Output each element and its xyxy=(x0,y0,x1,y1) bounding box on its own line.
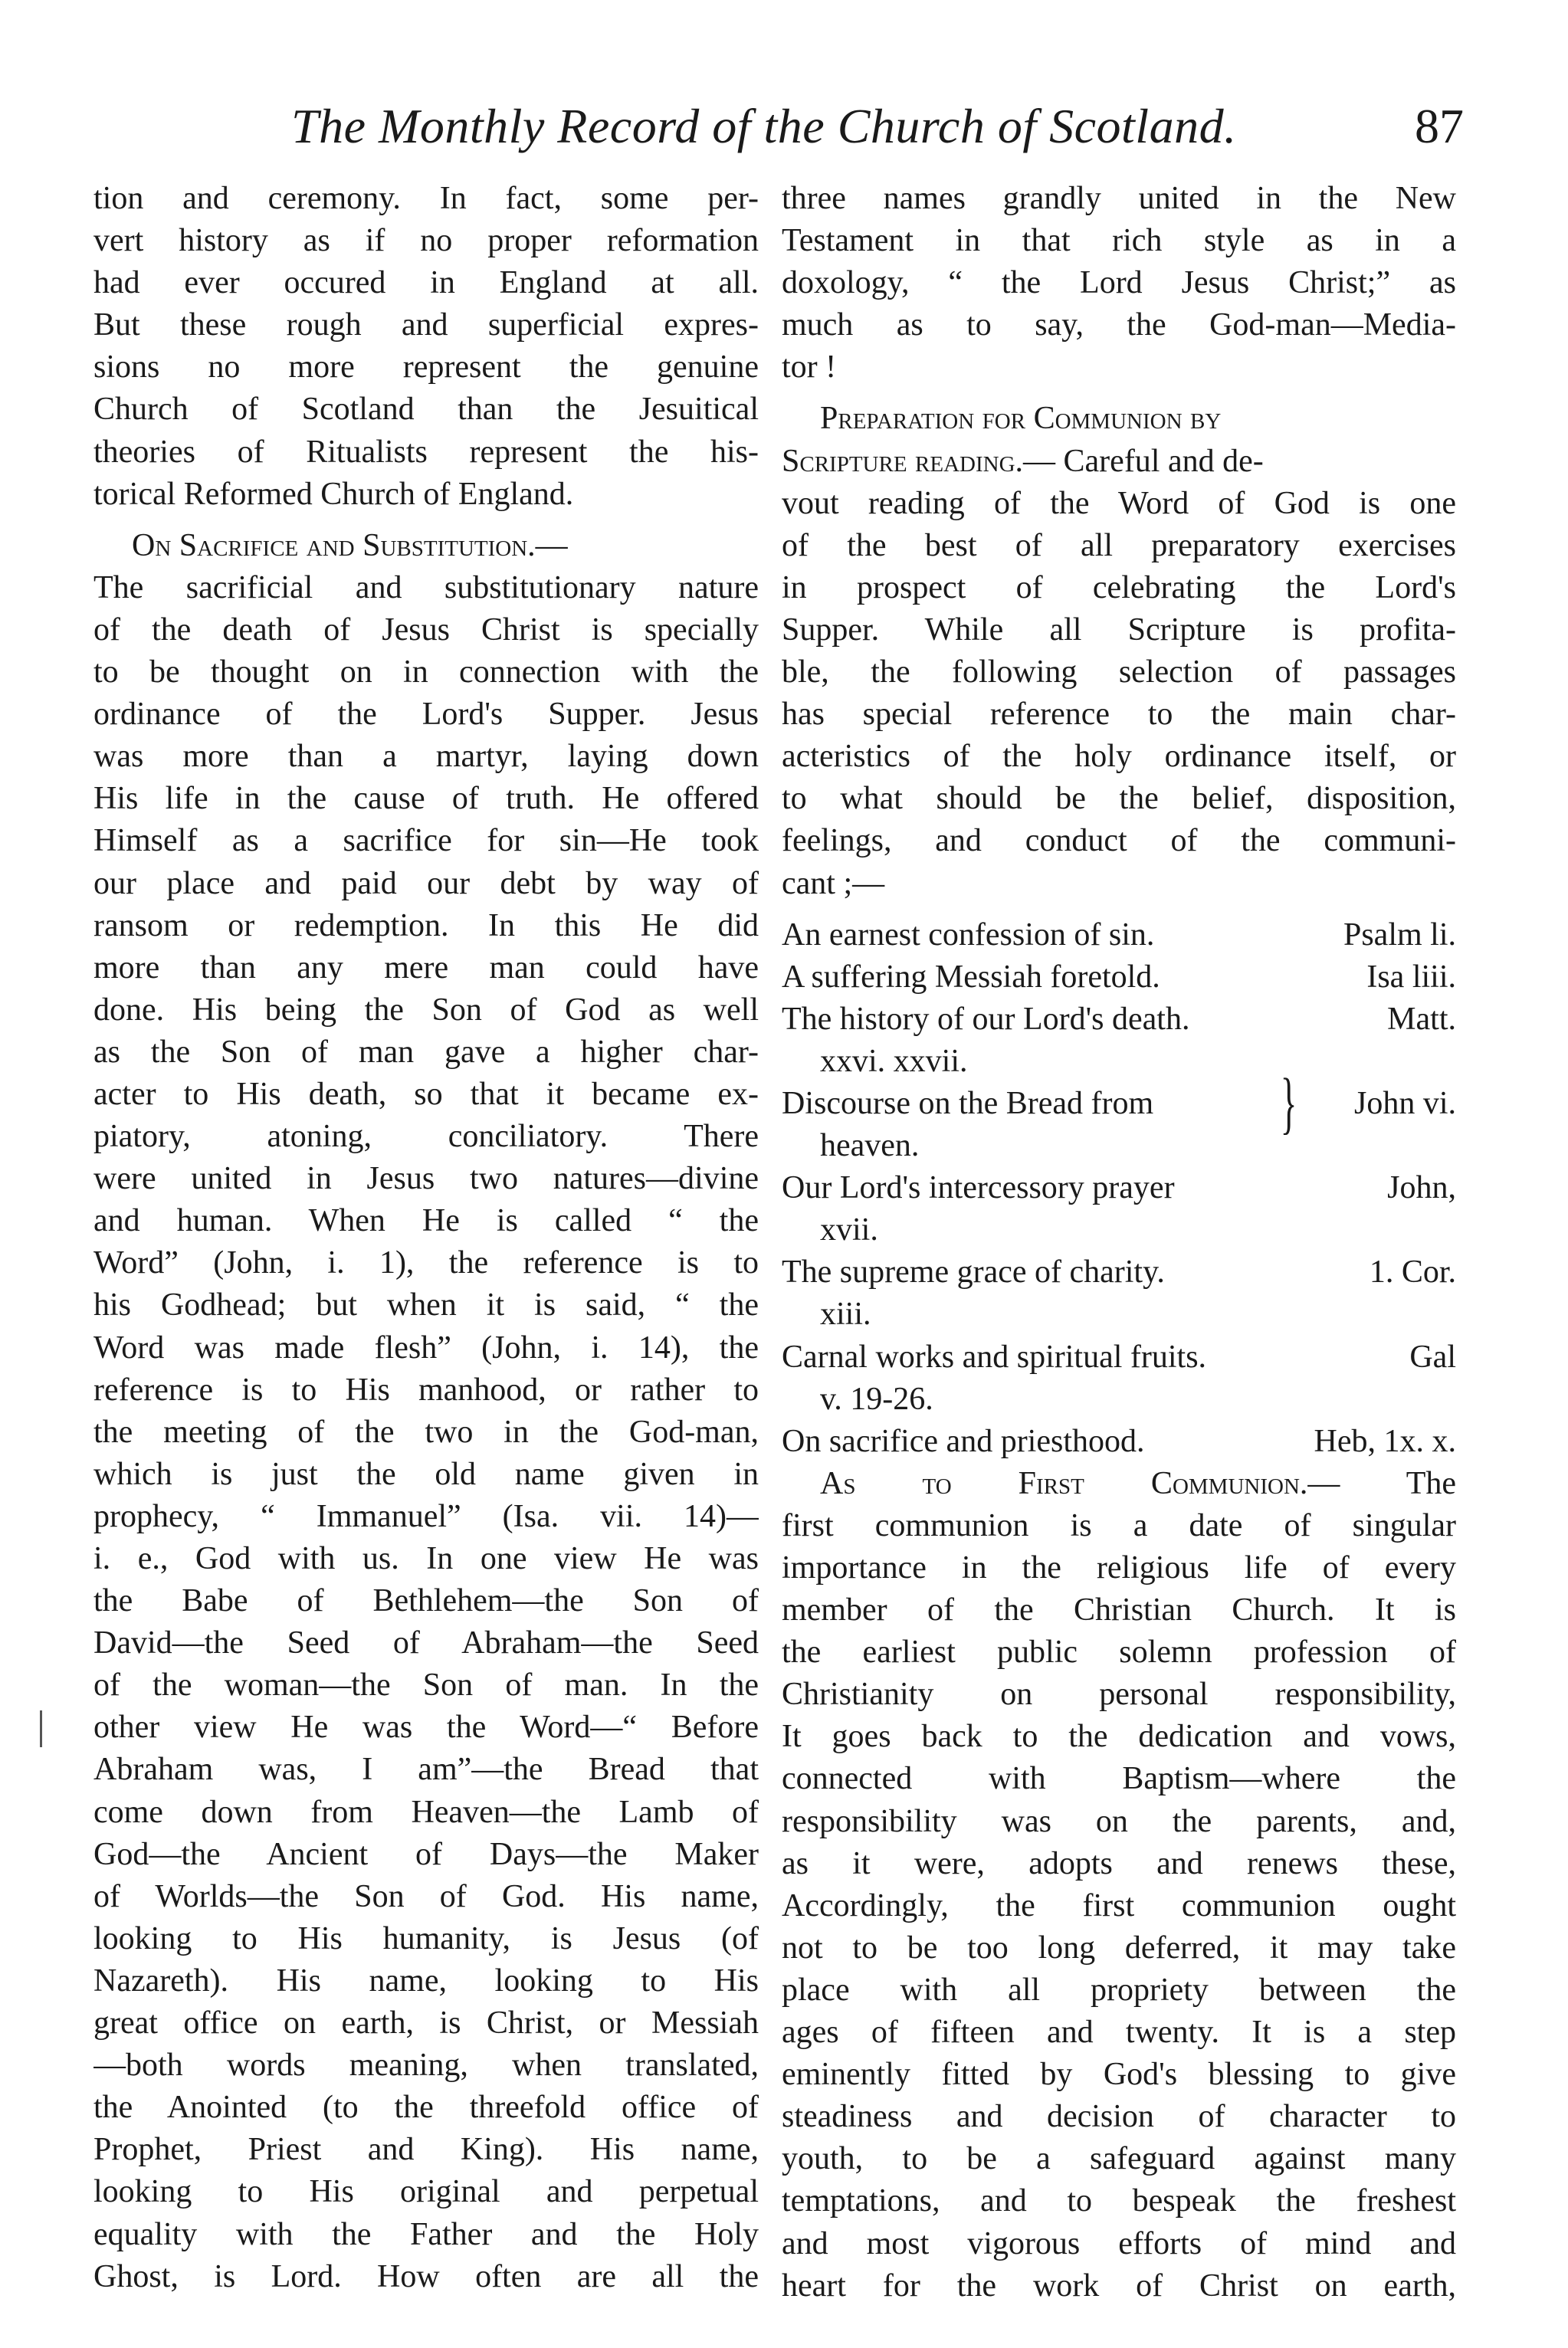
text-line: vout reading of the Word of God is one xyxy=(782,485,1456,521)
text-line: Himself as a sacrifice for sin—He took xyxy=(93,823,759,859)
text-line: eminently fitted by God's blessing to give xyxy=(782,2057,1456,2093)
reading-reference: Matt. xyxy=(1387,1001,1456,1037)
brace-glyph: } xyxy=(1280,1065,1297,1142)
section-sacrifice-and-substitution xyxy=(93,525,759,2298)
text-line: God—the Ancient of Days—the Maker xyxy=(93,1836,759,1872)
reading-continuation xyxy=(782,1294,1456,1336)
text-line: the Anointed (to the threefold office of xyxy=(93,2090,759,2126)
reading-text: The history of our Lord's death. xyxy=(782,1001,1190,1037)
text-line: looking to His original and perpetual xyxy=(93,2174,759,2210)
left-column xyxy=(93,178,759,2298)
text-line: temptations, and to bespeak the freshest xyxy=(782,2183,1456,2219)
text-line: Testament in that rich style as in a xyxy=(782,223,1456,259)
text-line: his Godhead; but when it is said, “ the xyxy=(93,1287,759,1323)
text-line: ransom or redemption. In this He did xyxy=(93,907,759,943)
text-line: prophecy, “ Immanuel” (Isa. vii. 14)— xyxy=(93,1498,759,1534)
text-fragment: Careful and de- xyxy=(1063,443,1264,479)
text-line: not to be too long deferred, it may take xyxy=(782,1930,1456,1966)
page-header xyxy=(115,98,1464,172)
heading-line xyxy=(782,441,1456,483)
reading-text: Carnal works and spiritual fruits. xyxy=(782,1339,1207,1375)
reading-item xyxy=(782,999,1456,1041)
reading-text: The supreme grace of charity. xyxy=(782,1254,1165,1290)
text-line: looking to His humanity, is Jesus (of xyxy=(93,1920,759,1956)
page-number: 87 xyxy=(1415,99,1464,153)
text-line: steadiness and decision of character to xyxy=(782,2099,1456,2135)
text-line: Nazareth). His name, looking to His xyxy=(93,1963,759,1999)
reading-item xyxy=(782,1251,1456,1294)
text-line: to be thought on in connection with the xyxy=(93,654,759,690)
reading-item xyxy=(782,1421,1456,1463)
text-line: and most vigorous efforts of mind and xyxy=(782,2225,1456,2261)
reading-continuation xyxy=(782,1379,1456,1421)
text-line: Church of Scotland than the Jesuitical xyxy=(93,392,759,428)
margin-mark xyxy=(40,1710,42,1747)
text-line: feelings, and conduct of the communi- xyxy=(782,823,1456,859)
reading-item xyxy=(782,914,1456,956)
text-line: of the best of all preparatory exercises xyxy=(782,527,1456,563)
text-line: other view He was the Word—“ Before xyxy=(93,1710,759,1746)
text-line: in prospect of celebrating the Lord's xyxy=(782,569,1456,605)
text-line: tor ! xyxy=(782,349,837,385)
paragraph-lord-jesus-christ xyxy=(782,178,1456,389)
running-title: The Monthly Record of the Church of Scotland. xyxy=(291,99,1237,153)
text-line: reference is to His manhood, or rather to xyxy=(93,1372,759,1408)
reading-item xyxy=(782,1336,1456,1379)
reading-text-continued: xxvi. xxvii. xyxy=(820,1043,968,1079)
text-line: cant ;— xyxy=(782,865,885,901)
section-first-communion xyxy=(782,1463,1456,2307)
reading-reference: John, xyxy=(1387,1170,1456,1206)
text-line: vert history as if no proper reformation xyxy=(93,223,759,259)
section-heading: On Sacrifice and Substitution.— xyxy=(132,527,568,563)
text-line: It goes back to the dedication and vows, xyxy=(782,1719,1456,1755)
reading-text-continued: v. 19-26. xyxy=(820,1381,933,1417)
text-line: ages of fifteen and twenty. It is a step xyxy=(782,2015,1456,2051)
text-line: the meeting of the two in the God-man, xyxy=(93,1414,759,1450)
text-line: were united in Jesus two natures—divine xyxy=(93,1161,759,1197)
text-line: of the woman—the Son of man. In the xyxy=(93,1668,759,1704)
text-line: as it were, adopts and renews these, xyxy=(782,1845,1456,1881)
text-line: our place and paid our debt by way of xyxy=(93,865,759,901)
text-line: ble, the following selection of passages xyxy=(782,654,1456,690)
text-line: torical Reformed Church of England. xyxy=(93,476,574,512)
section-heading-continued: Scripture reading.— xyxy=(782,443,1056,479)
section-heading: Preparation for Communion by xyxy=(820,401,1222,437)
text-line: the earliest public solemn profession of xyxy=(782,1635,1456,1671)
text-line: piatory, atoning, conciliatory. There xyxy=(93,1119,759,1155)
text-line: the Babe of Bethlehem—the Son of xyxy=(93,1583,759,1619)
text-line: much as to say, the God-man—Media- xyxy=(782,307,1456,343)
text-line: first communion is a date of singular xyxy=(782,1507,1456,1543)
text-line: as the Son of man gave a higher char- xyxy=(93,1034,759,1070)
text-line: to what should be the belief, disposition, xyxy=(782,781,1456,817)
text-line: of Worlds—the Son of God. His name, xyxy=(93,1878,759,1914)
text-line: acteristics of the holy ordinance itself, or xyxy=(782,739,1456,775)
reading-item xyxy=(782,1167,1456,1209)
reading-text-continued: xvii. xyxy=(820,1212,878,1248)
text-line: and human. When He is called “ the xyxy=(93,1203,759,1239)
reading-item xyxy=(782,956,1456,999)
reading-text: Discourse on the Bread from xyxy=(782,1085,1154,1121)
text-line: Ghost, is Lord. How often are all the xyxy=(93,2258,759,2294)
reading-continuation xyxy=(782,1041,1456,1083)
text-line: The sacrificial and substitutionary nature xyxy=(93,569,759,605)
text-line: connected with Baptism—where the xyxy=(782,1761,1456,1797)
reading-continuation xyxy=(782,1209,1456,1251)
text-line: Christianity on personal responsibility, xyxy=(782,1677,1456,1713)
reading-reference: Heb, 1x. x. xyxy=(1314,1423,1456,1459)
text-line: theories of Ritualists represent the his- xyxy=(93,434,759,470)
section-heading: As to First Communion.— xyxy=(820,1465,1340,1501)
reading-text-continued: xiii. xyxy=(820,1297,871,1333)
text-line: responsibility was on the parents, and, xyxy=(782,1803,1456,1839)
reading-reference: Isa liii. xyxy=(1366,959,1456,995)
text-fragment: The xyxy=(1406,1465,1456,1501)
text-line: importance in the religious life of every xyxy=(782,1550,1456,1586)
text-line: But these rough and superficial expres- xyxy=(93,307,759,343)
text-line: place with all propriety between the xyxy=(782,1972,1456,2008)
text-line: David—the Seed of Abraham—the Seed xyxy=(93,1625,759,1661)
text-line: i. e., God with us. In one view He was xyxy=(93,1541,759,1576)
text-line: Word was made flesh” (John, i. 14), the xyxy=(93,1330,759,1366)
text-line: sions no more represent the genuine xyxy=(93,349,759,385)
text-line: come down from Heaven—the Lamb of xyxy=(93,1794,759,1830)
text-line: Supper. While all Scripture is profita- xyxy=(782,612,1456,648)
text-line: His life in the cause of truth. He offered xyxy=(93,781,759,817)
text-line: ordinance of the Lord's Supper. Jesus xyxy=(93,697,759,733)
text-line: done. His being the Son of God as well xyxy=(93,992,759,1028)
reading-reference: Gal xyxy=(1409,1339,1456,1375)
section-preparation-for-communion xyxy=(782,398,1456,904)
reading-text-continued: heaven. xyxy=(820,1128,920,1164)
reading-text: A suffering Messiah foretold. xyxy=(782,959,1160,995)
text-line: Accordingly, the first communion ought xyxy=(782,1887,1456,1923)
text-line: heart for the work of Christ on earth, xyxy=(782,2268,1456,2304)
text-line: acter to His death, so that it became ex- xyxy=(93,1076,759,1112)
text-line: Prophet, Priest and King). His name, xyxy=(93,2132,759,2168)
text-line: youth, to be a safeguard against many xyxy=(782,2141,1456,2177)
text-line: Word” (John, i. 1), the reference is to xyxy=(93,1245,759,1281)
paragraph-church-of-scotland xyxy=(93,178,759,516)
text-line: was more than a martyr, laying down xyxy=(93,739,759,775)
reading-text: On sacrifice and priesthood. xyxy=(782,1423,1145,1459)
text-line: has special reference to the main char- xyxy=(782,697,1456,733)
reading-text: An earnest confession of sin. xyxy=(782,917,1155,953)
text-line: member of the Christian Church. It is xyxy=(782,1592,1456,1628)
reading-text: Our Lord's intercessory prayer xyxy=(782,1170,1175,1206)
text-line: three names grandly united in the New xyxy=(782,181,1456,216)
text-line: doxology, “ the Lord Jesus Christ;” as xyxy=(782,265,1456,301)
reading-item xyxy=(782,1083,1456,1125)
text-line: great office on earth, is Christ, or Messiah xyxy=(93,2005,759,2041)
reading-reference: Psalm li. xyxy=(1343,917,1456,953)
text-line: which is just the old name given in xyxy=(93,1456,759,1492)
text-line: had ever occured in England at all. xyxy=(93,265,759,301)
text-line: more than any mere man could have xyxy=(93,949,759,985)
text-line: —both words meaning, when translated, xyxy=(93,2048,759,2084)
reading-reference: 1. Cor. xyxy=(1369,1254,1456,1290)
scripture-reading-list xyxy=(782,914,1456,1463)
text-line: tion and ceremony. In fact, some per- xyxy=(93,181,759,216)
text-line: equality with the Father and the Holy xyxy=(93,2216,759,2252)
right-column xyxy=(782,178,1456,2307)
reading-reference: John vi. xyxy=(1353,1085,1456,1121)
heading-line xyxy=(782,1463,1456,1505)
text-line: of the death of Jesus Christ is specially xyxy=(93,612,759,648)
text-line: Abraham was, I am”—the Bread that xyxy=(93,1752,759,1788)
